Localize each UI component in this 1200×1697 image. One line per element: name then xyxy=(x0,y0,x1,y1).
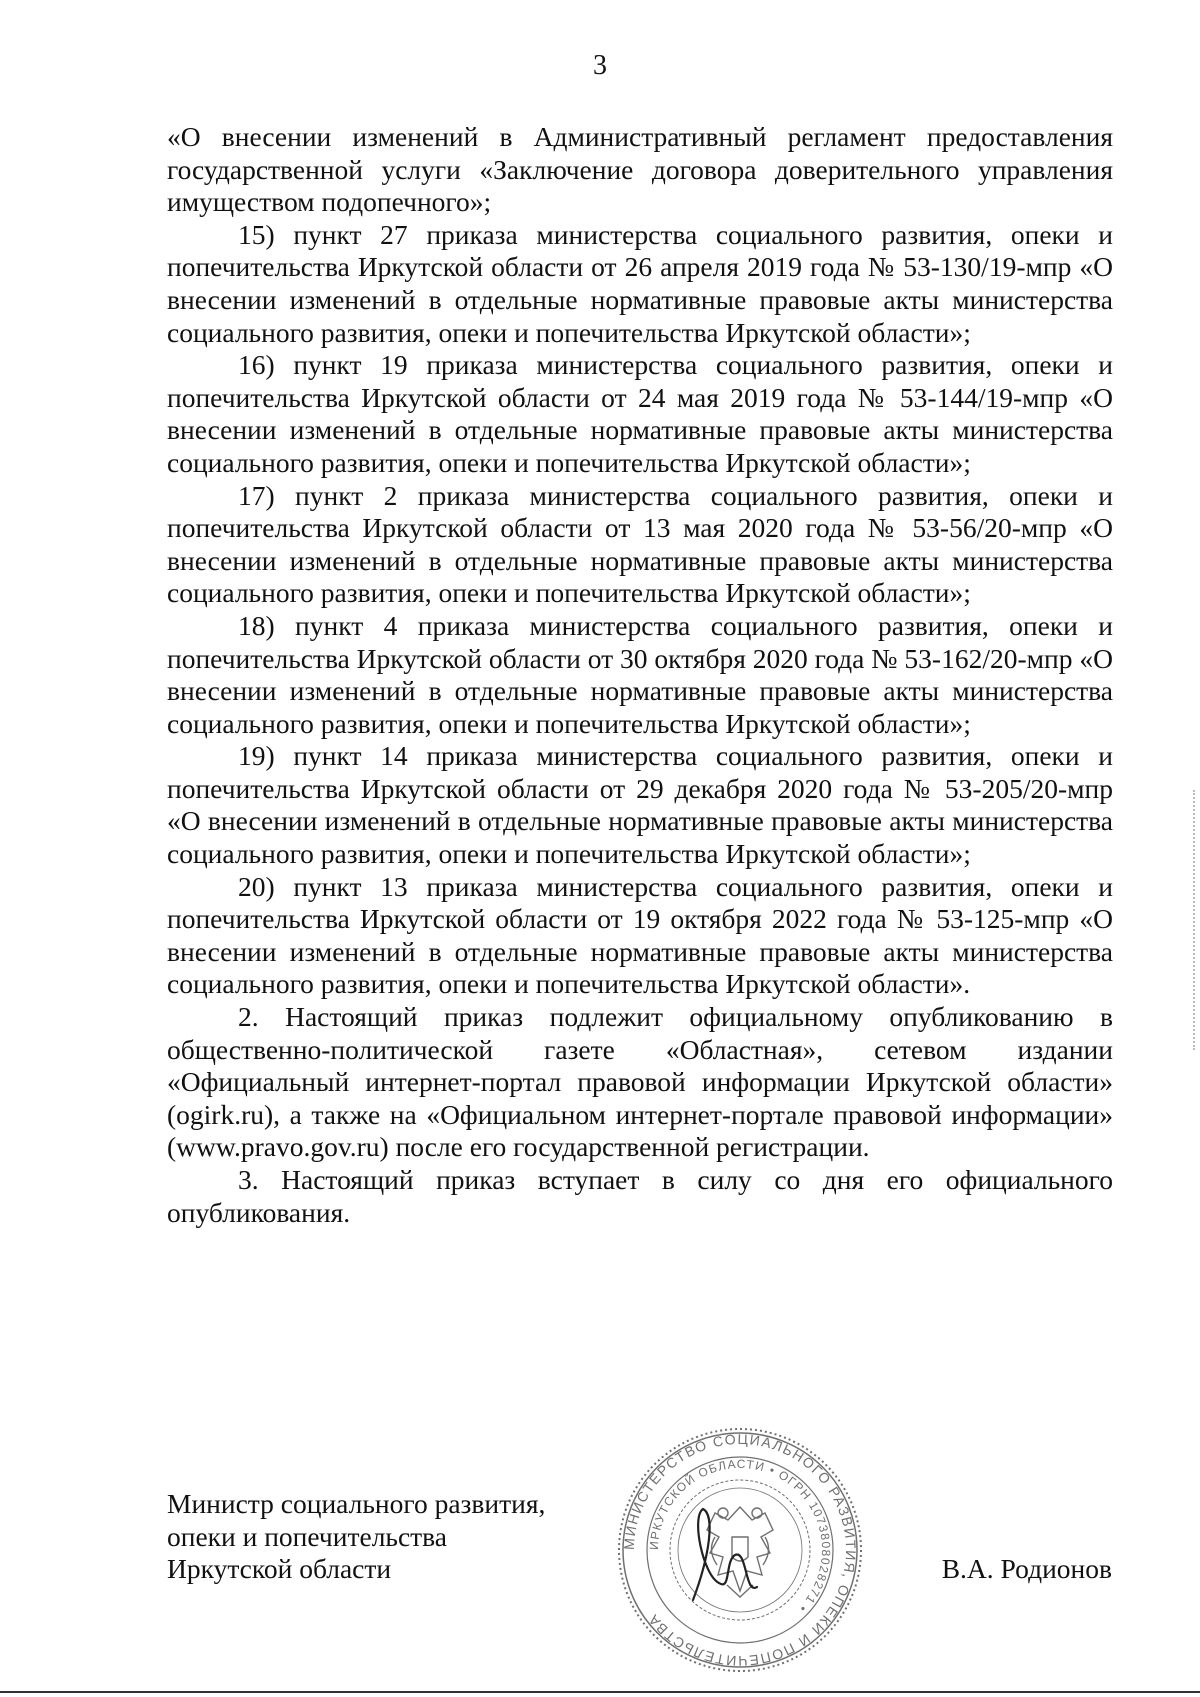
signatory-position-line: Иркутской области xyxy=(167,1553,392,1585)
coat-of-arms-emblem xyxy=(707,1507,773,1597)
paragraph-item-18: 18) пункт 4 приказа министерства социального развития, опеки и попечительства Иркутской области от 30 октября 2020 года № 53-162/20-мпр «О внесении изменений в отдельные нормативные правовые акты министерства социального развития, опеки и попечительства Иркутской области»; xyxy=(167,609,1113,739)
scan-edge-artifact xyxy=(1193,790,1197,1050)
bottom-edge-line xyxy=(0,1691,1200,1693)
signatory-position-line: Министр социального развития, xyxy=(167,1488,546,1519)
signatory-position-line: опеки и попечительства xyxy=(167,1520,448,1552)
paragraph-continuation: «О внесении изменений в Административный регламент предоставления государственной услуги «Заключение договора доверительного управления имуществом подопечного»; xyxy=(167,121,1113,218)
paragraph-effective-date: 3. Настоящий приказ вступает в силу со дня его официального опубликования. xyxy=(167,1164,1113,1228)
seal-inner-text: ИРКУТСКОЙ ОБЛАСТИ • ОГРН 1073808028271 • xyxy=(646,1456,834,1616)
paragraph-item-15: 15) пункт 27 приказа министерства социального развития, опеки и попечительства Иркутской области от 26 апреля 2019 года № 53-130/19-мпр «О внесении изменений в отдельные нормативные правовые акты министерства социального развития, опеки и попечительства Иркутской области»; xyxy=(167,218,1113,348)
paragraph-item-20: 20) пункт 13 приказа министерства социального развития, опеки и попечительства Иркутской области от 19 октября 2022 года № 53-125-мпр «О внесении изменений в отдельные нормативные правовые акты министерства социального развития, опеки и попечительства Иркутской области». xyxy=(167,870,1113,1000)
signatory-position xyxy=(167,1488,545,1586)
paragraph-publication: 2. Настоящий приказ подлежит официальному опубликованию в общественно-политической газете «Областная», сетевом издании «Официальный интернет-портал правовой информации Иркутской области» (ogirk.ru), а также на «Официальном интернет-портале правовой информации» (www.pravo.gov.ru) после его государственной регистрации. xyxy=(167,1001,1113,1163)
document-body xyxy=(167,121,1113,1229)
page-number: 3 xyxy=(593,50,607,81)
paragraph-item-17: 17) пункт 2 приказа министерства социального развития, опеки и попечительства Иркутской области от 13 мая 2020 года № 53-56/20-мпр «О внесении изменений в отдельные нормативные правовые акты министерства социального развития, опеки и попечительства Иркутской области»; xyxy=(167,479,1113,609)
signatory-name: В.А. Родионов xyxy=(941,1553,1112,1584)
seal-outer-text: МИНИСТЕРСТВО СОЦИАЛЬНОГО РАЗВИТИЯ, ОПЕКИ И ПОПЕЧИТЕЛЬСТВА xyxy=(620,1430,860,1670)
official-seal-stamp xyxy=(615,1425,865,1675)
paragraph-item-19: 19) пункт 14 приказа министерства социального развития, опеки и попечительства Иркутской области от 29 декабря 2020 года № 53-205/20-мпр «О внесении изменений в отдельные нормативные правовые акты министерства социального развития, опеки и попечительства Иркутской области»; xyxy=(167,740,1113,870)
paragraph-item-16: 16) пункт 19 приказа министерства социального развития, опеки и попечительства Иркутской области от 24 мая 2019 года № 53-144/19-мпр «О внесении изменений в отдельные нормативные правовые акты министерства социального развития, опеки и попечительства Иркутской области»; xyxy=(167,349,1113,478)
